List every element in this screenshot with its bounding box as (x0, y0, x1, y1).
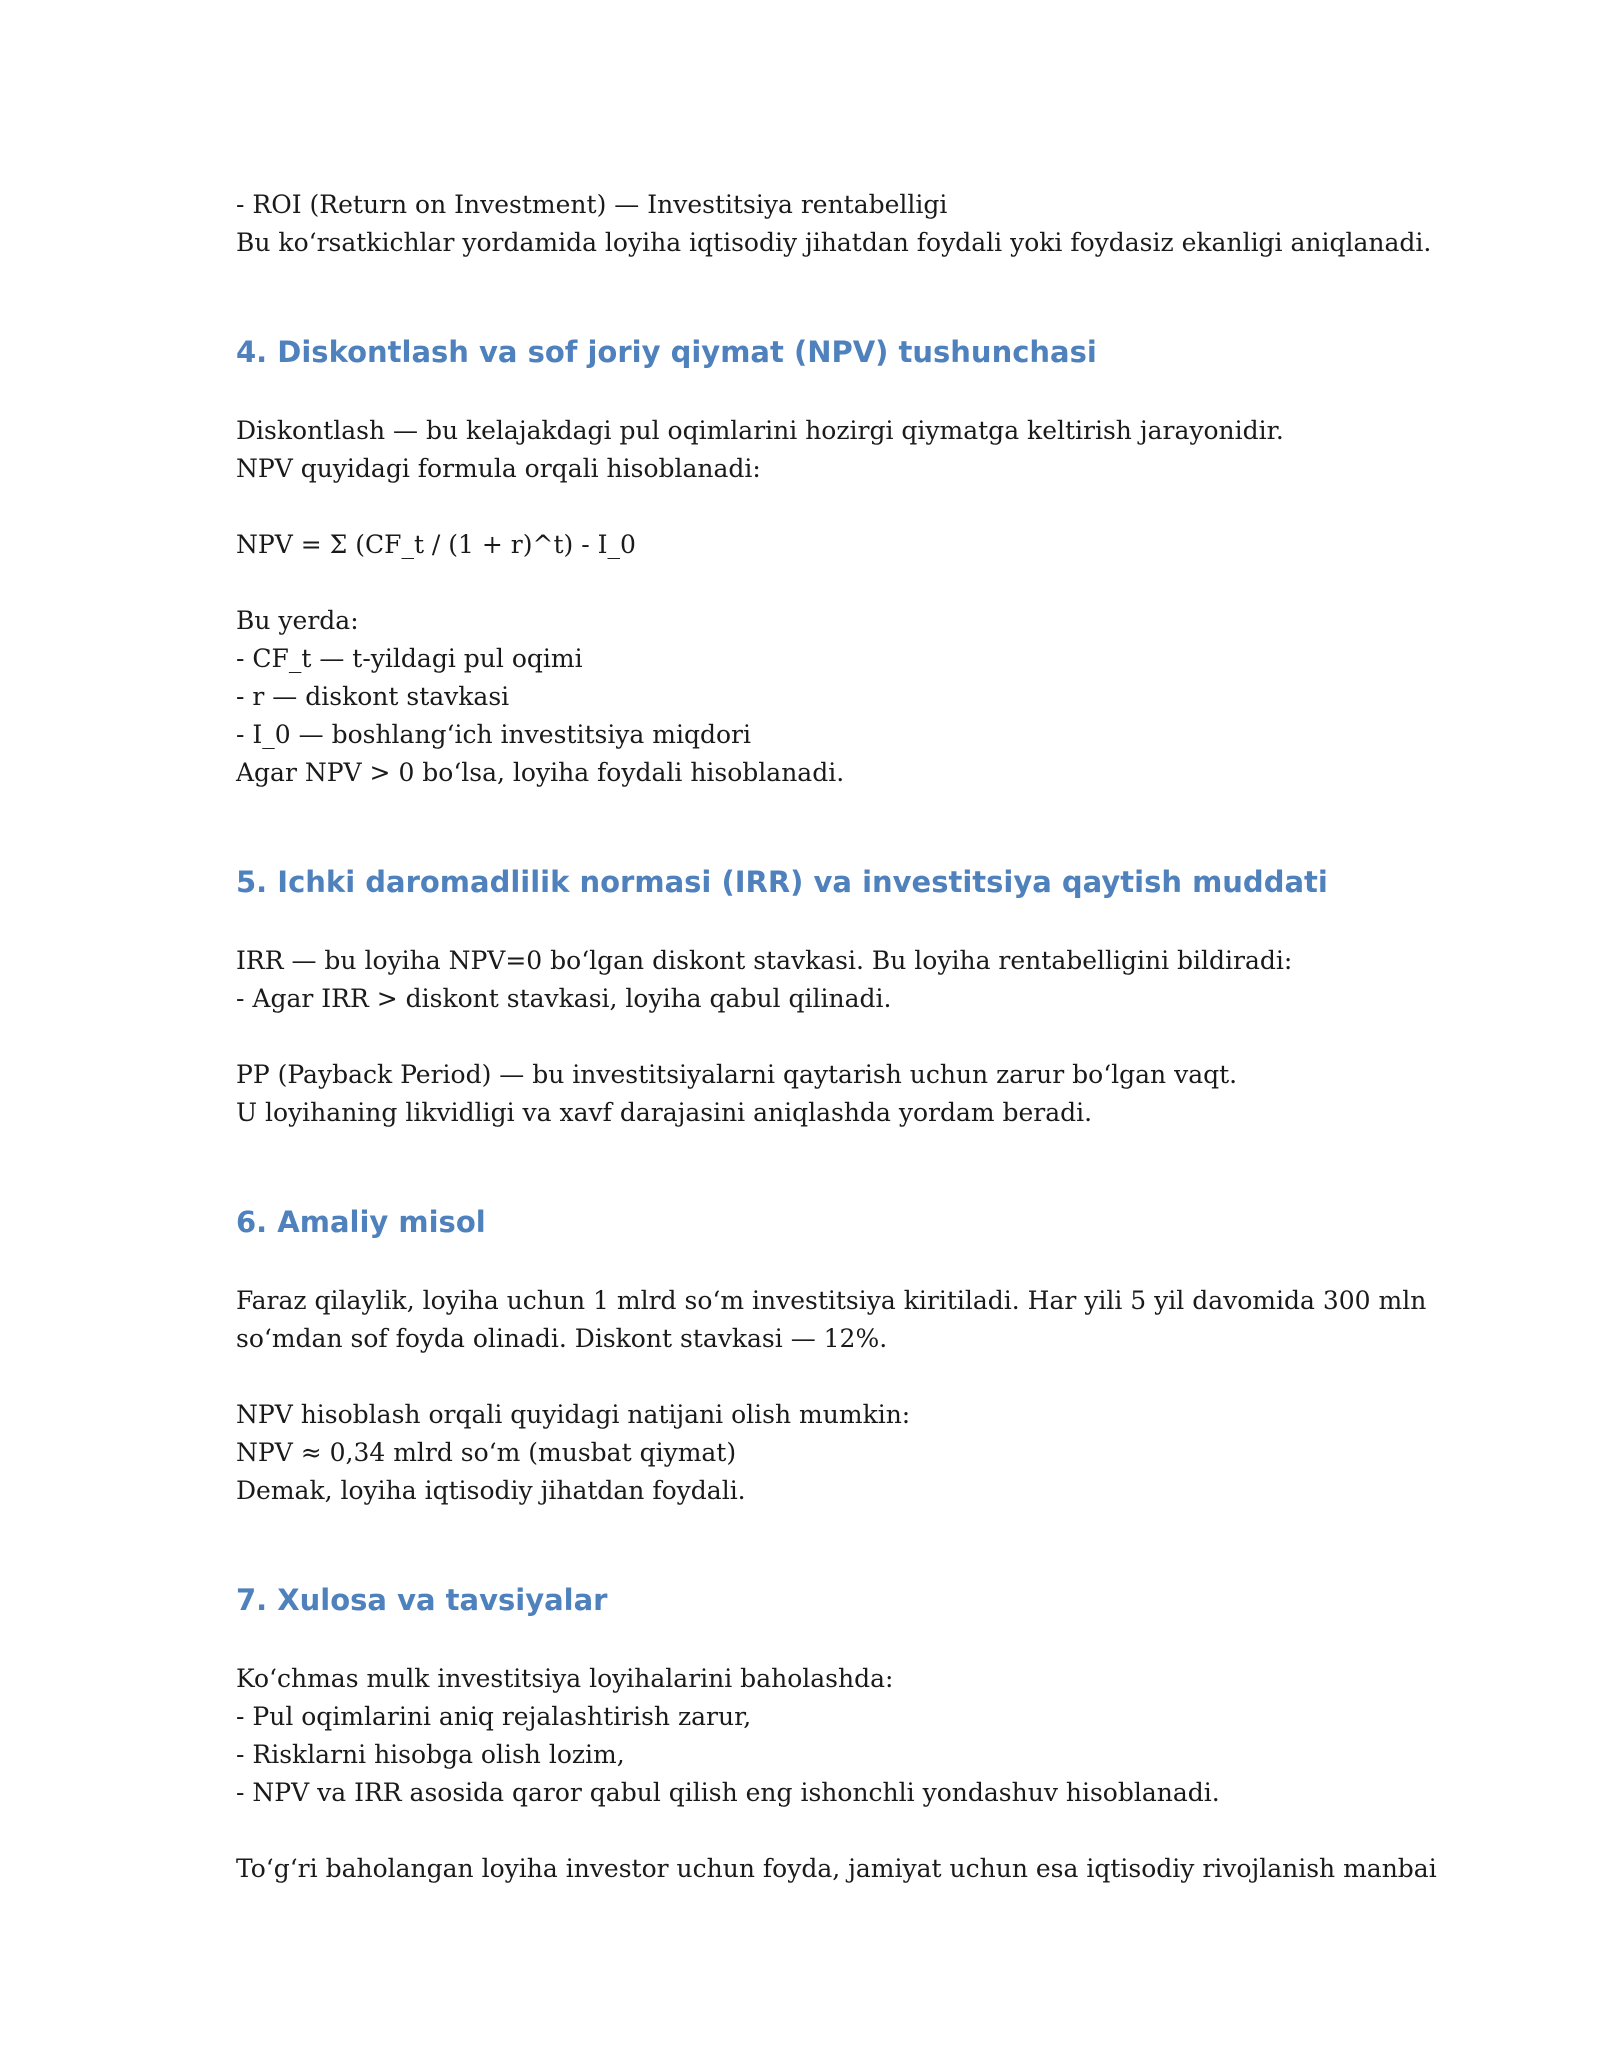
text-line: PP (Payback Period) — bu investitsiyalarni qaytarish uchun zarur bo‘lgan vaqt. (236, 1060, 1238, 1089)
blank-line (236, 488, 1416, 526)
text-line: NPV ≈ 0,34 mlrd so‘m (musbat qiymat) (236, 1438, 737, 1467)
text-line: - I_0 — boshlang‘ich investitsiya miqdori (236, 720, 751, 749)
section-5-paragraph-2 (236, 1056, 1416, 1132)
blank-line (236, 564, 1416, 602)
text-line: U loyihaning likvidligi va xavf darajasini aniqlashda yordam beradi. (236, 1098, 1093, 1127)
npv-formula (236, 526, 1416, 564)
section-7-paragraph-1 (236, 1660, 1416, 1812)
text-line: so‘mdan sof foyda olinadi. Diskont stavkasi — 12%. (236, 1324, 888, 1353)
intro-paragraph (236, 186, 1432, 262)
text-line: IRR — bu loyiha NPV=0 bo‘lgan diskont stavkasi. Bu loyiha rentabelligini bildiradi: (236, 946, 1293, 975)
section-6-paragraph-2 (236, 1396, 1416, 1510)
section-5-paragraph-1 (236, 942, 1416, 1018)
text-line: - Agar IRR > diskont stavkasi, loyiha qabul qilinadi. (236, 984, 892, 1013)
section-6-paragraph-1 (236, 1282, 1427, 1358)
text-line: Ko‘chmas mulk investitsiya loyihalarini baholashda: (236, 1664, 894, 1693)
text-line: Demak, loyiha iqtisodiy jihatdan foydali. (236, 1476, 746, 1505)
text-line: - NPV va IRR asosida qaror qabul qilish eng ishonchli yondashuv hisoblanadi. (236, 1778, 1220, 1807)
document-body (236, 186, 1437, 1888)
section-7-paragraph-2 (236, 1850, 1437, 1888)
blank-line (236, 1812, 1416, 1850)
section-7-heading: 7. Xulosa va tavsiyalar (236, 1583, 608, 1617)
section-6-heading: 6. Amaliy misol (236, 1205, 486, 1239)
text-line: - r — diskont stavkasi (236, 682, 510, 711)
blank-line (236, 1018, 1416, 1056)
text-line: NPV hisoblash orqali quyidagi natijani olish mumkin: (236, 1400, 911, 1429)
blank-line (236, 1358, 1416, 1396)
text-line: - Pul oqimlarini aniq rejalashtirish zarur, (236, 1702, 752, 1731)
section-5-heading: 5. Ichki daromadlilik normasi (IRR) va investitsiya qaytish muddati (236, 865, 1328, 899)
text-line: NPV quyidagi formula orqali hisoblanadi: (236, 454, 761, 483)
text-line: - ROI (Return on Investment) — Investitsiya rentabelligi (236, 190, 948, 219)
formula-line: NPV = Σ (CF_t / (1 + r)^t) - I_0 (236, 530, 636, 559)
text-line: - Risklarni hisobga olish lozim, (236, 1740, 625, 1769)
text-line: To‘g‘ri baholangan loyiha investor uchun foyda, jamiyat uchun esa iqtisodiy rivojlanish manbai (236, 1854, 1437, 1883)
text-line: Faraz qilaylik, loyiha uchun 1 mlrd so‘m investitsiya kiritiladi. Har yili 5 yil davomida 300 mln (236, 1286, 1427, 1315)
text-line: Diskontlash — bu kelajakdagi pul oqimlarini hozirgi qiymatga keltirish jarayonidir. (236, 416, 1284, 445)
text-line: Bu yerda: (236, 606, 359, 635)
section-4-paragraph-2 (236, 602, 1416, 792)
text-line: - CF_t — t-yildagi pul oqimi (236, 644, 583, 673)
section-4-heading: 4. Diskontlash va sof joriy qiymat (NPV) tushunchasi (236, 335, 1097, 369)
text-line: Bu ko‘rsatkichlar yordamida loyiha iqtisodiy jihatdan foydali yoki foydasiz ekanligi aniqlanadi. (236, 228, 1432, 257)
text-line: Agar NPV > 0 bo‘lsa, loyiha foydali hisoblanadi. (236, 758, 845, 787)
section-4-paragraph-1 (236, 412, 1416, 488)
